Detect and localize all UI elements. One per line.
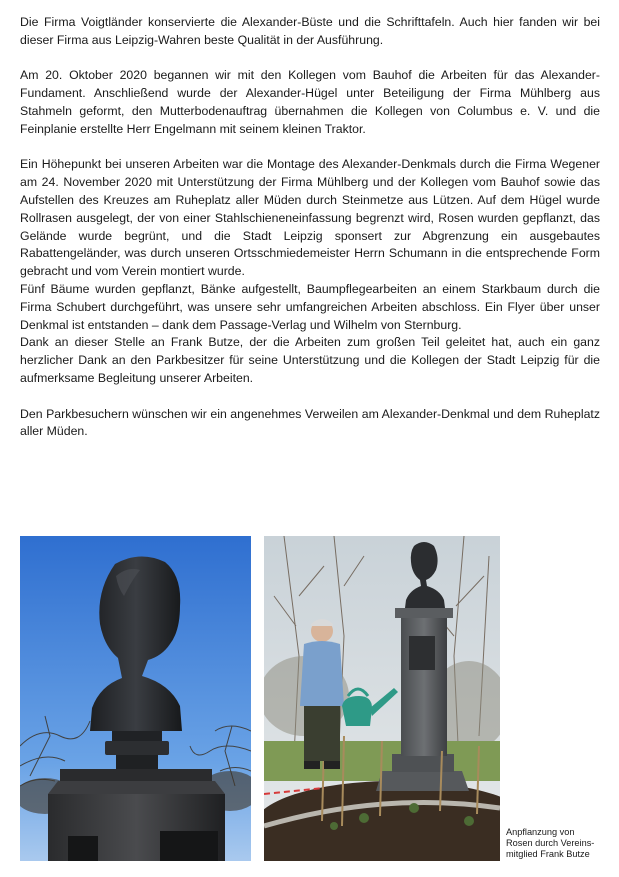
rose-planting-illustration xyxy=(264,536,500,861)
bust-closeup-illustration xyxy=(20,536,251,861)
caption-line-1: Anpflanzung von xyxy=(506,827,575,837)
photo-caption xyxy=(506,827,616,860)
paragraph-voigtlaender: Die Firma Voigtländer konservierte die Alexander-Büste und die Schrifttafeln. Auch hier fanden wir bei dieser Firma aus Leipzig-Wahren beste Qualität in der Ausführung. xyxy=(20,15,600,47)
photo-bust-closeup xyxy=(20,536,251,861)
paragraph-montage: Ein Höhepunkt bei unseren Arbeiten war die Montage des Alexander-Denkmals durch die Firma Wegener am 24. November 2020 mit Unterstützung der Firma Mühlberg und der Kollegen vom Bauhof sowie das Aufstellen des Kreuzes am Ruheplatz aller Müden durch Steinmetze aus Lützen. Auf dem Hügel wurde Rollrasen ausgelegt, der von einer Stahlschieneneinfassung begrenzt wird, Rosen wurden gepflanzt, das Gelände wurde begrünt, und die Stadt Leipzig sponsert zur Abgrenzung ein ausgebautes Rabattengeländer, was durch unseren Ortsschmiedemeister Herrn Schumann in die entsprechende Form gebracht und vom Verein montiert wurde. xyxy=(20,157,600,279)
article-text xyxy=(20,14,600,459)
paragraph-baeume: Fünf Bäume wurden gepflanzt, Bänke aufgestellt, Baumpflegearbeiten an einem Starkbaum durch die Firma Schubert durchgeführt, was unsere sehr umfangreichen Arbeiten abschloss. Ein Flyer über unser Denkmal ist entstanden – dank dem Passage-Verlag und Wilhelm von Sternburg. xyxy=(20,281,600,332)
caption-line-2: Rosen durch Vereins- xyxy=(506,838,595,848)
paragraph-parkbesucher: Den Parkbesuchern wünschen wir ein angenehmes Verweilen am Alexander-Denkmal und dem Ruheplatz aller Müden. xyxy=(20,406,600,439)
paragraph-fundament: Am 20. Oktober 2020 begannen wir mit den Kollegen vom Bauhof die Arbeiten für das Alexander-Fundament. Anschließend wurde der Alexander-Hügel unter Beteiligung der Firma Mühlberg aus Stahmeln geformt, den Mutterbodenauftrag übernahmen die Kollegen von Columbus e. V. und die Feinplanie erstellte Herr Engelmann mit seinem kleinen Traktor. xyxy=(20,68,600,136)
photo-rose-planting xyxy=(264,536,500,861)
paragraph-dank: Dank an dieser Stelle an Frank Butze, der die Arbeiten zum großen Teil geleitet hat, auch ein ganz herzlicher Dank an den Parkbesitzer für seine Unterstützung und die Kollegen der Stadt Leipzig für die aufmerksame Begleitung unserer Arbeiten. xyxy=(20,335,600,385)
caption-line-3: mitglied Frank Butze xyxy=(506,849,590,859)
